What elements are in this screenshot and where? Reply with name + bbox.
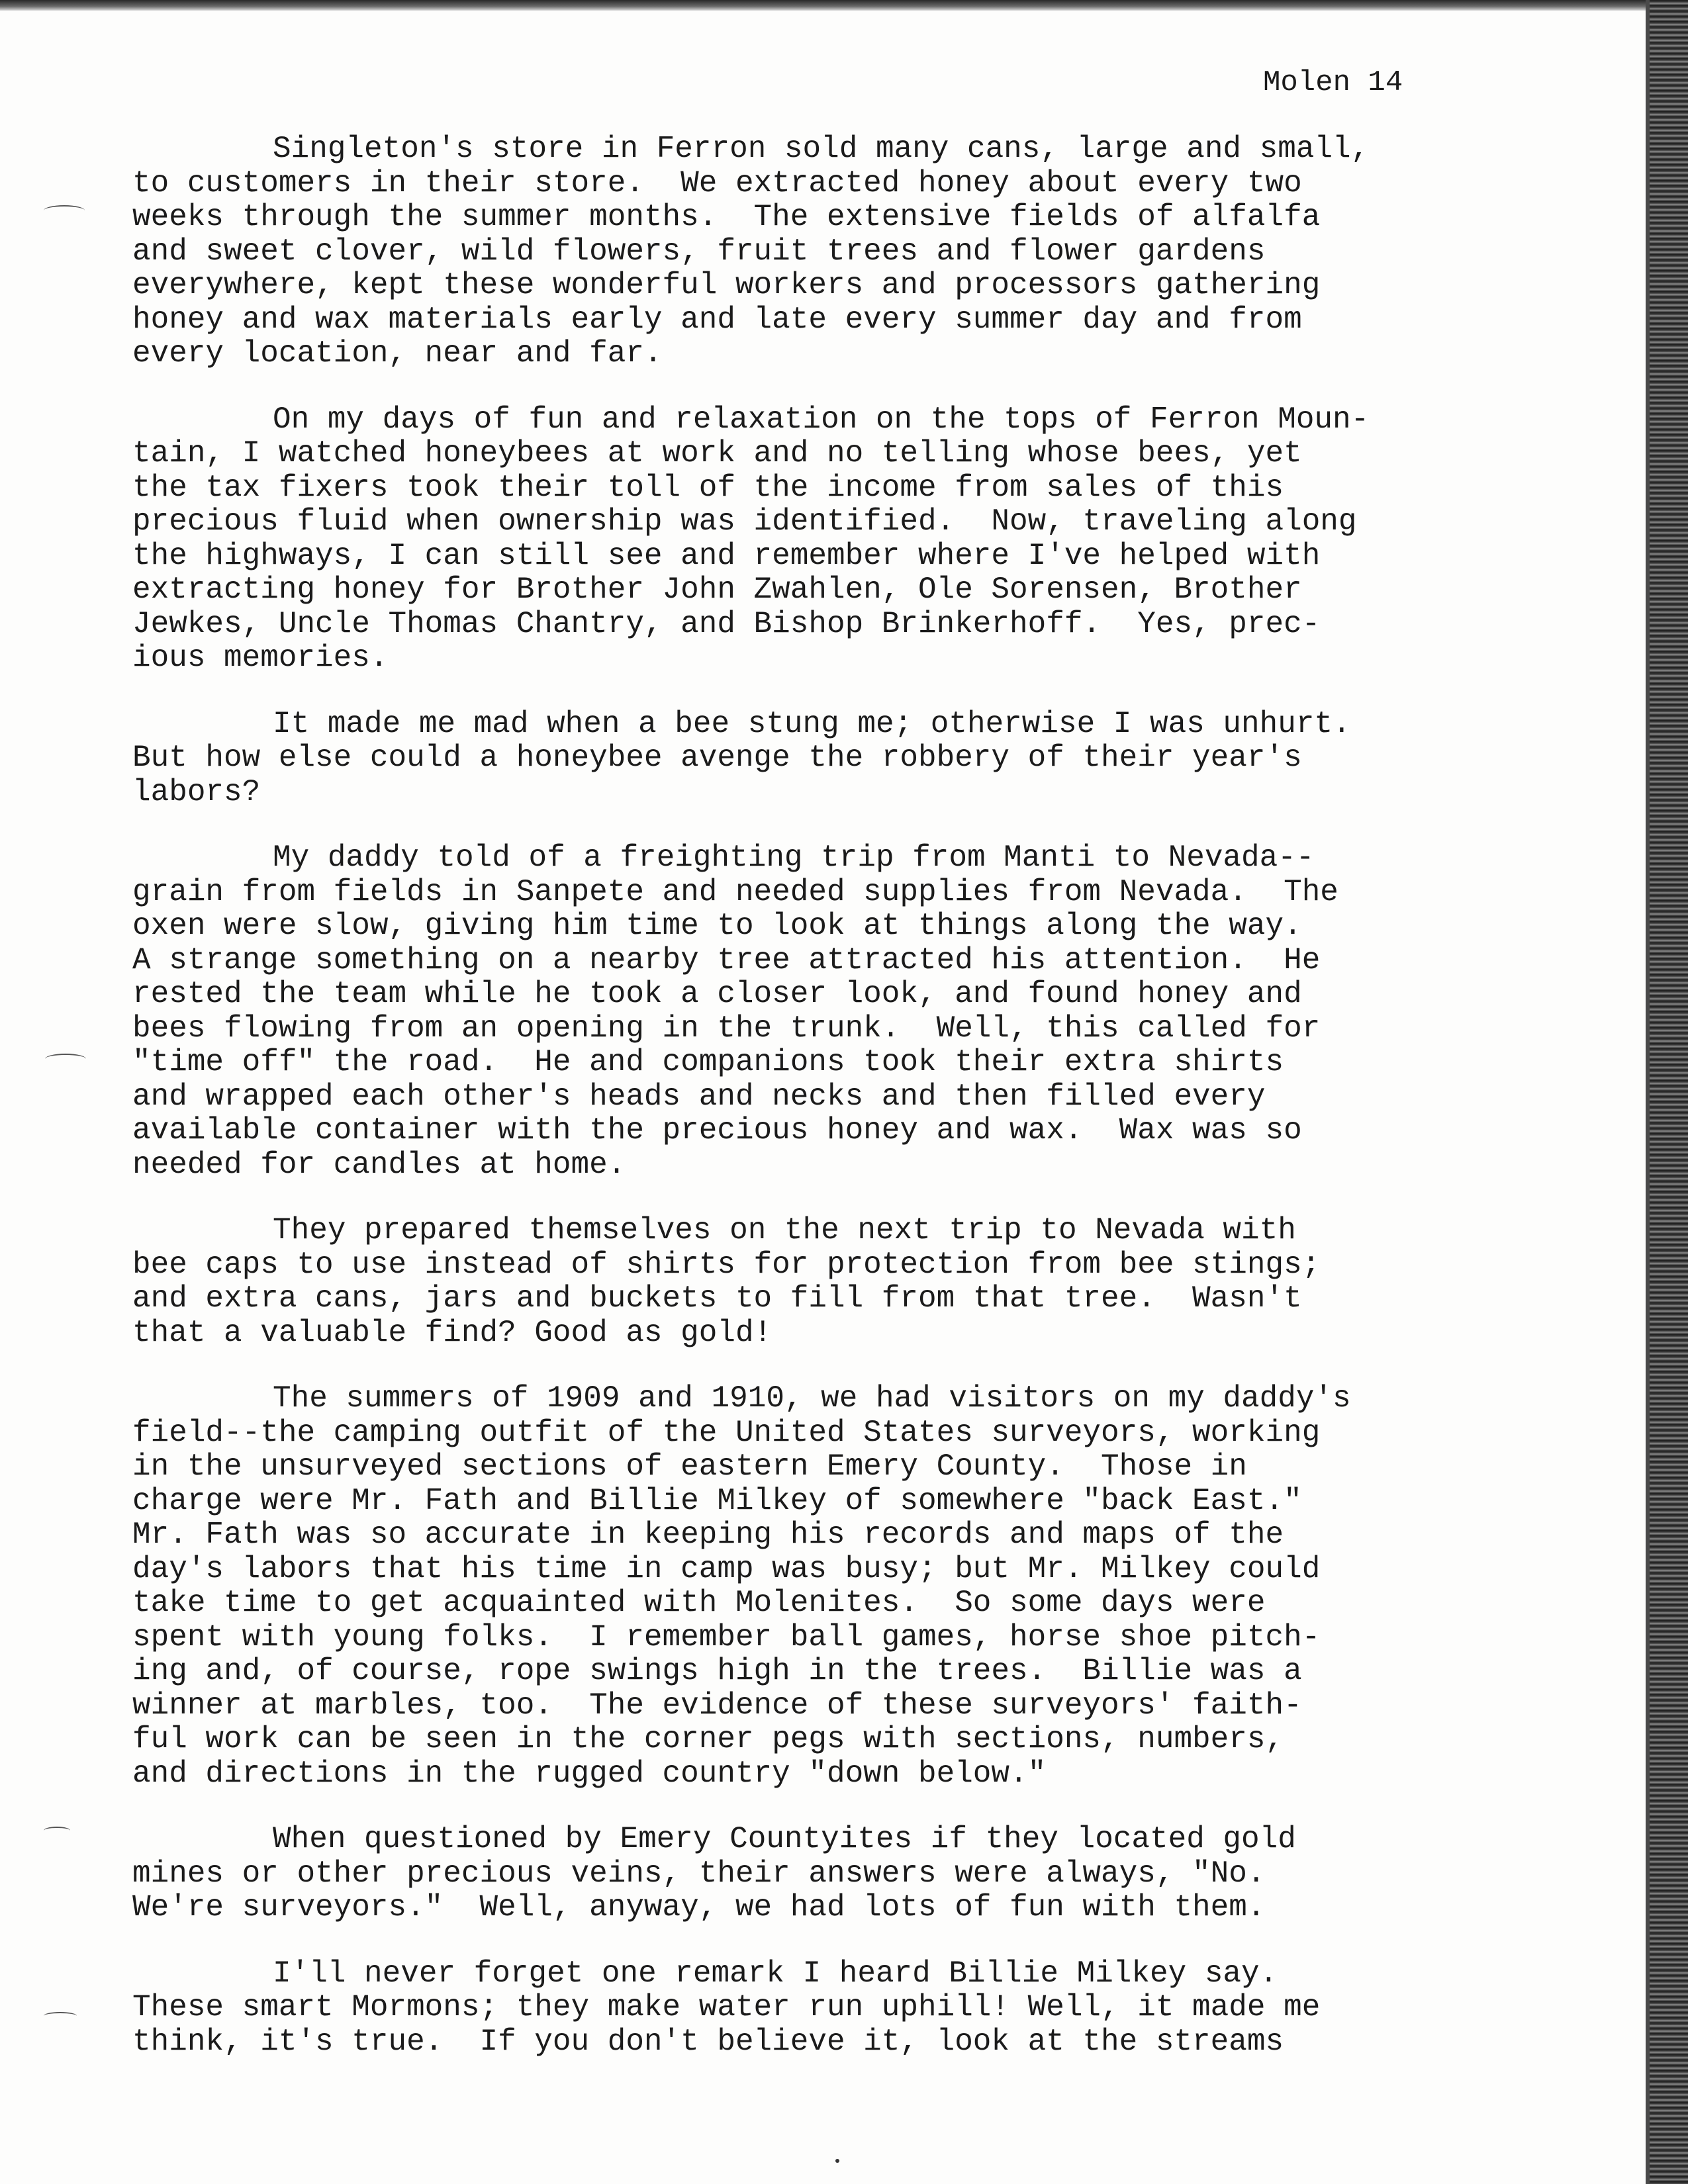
text-line: When questioned by Emery Countyites if they located gold xyxy=(273,1822,1296,1856)
text-line: Mr. Fath was so accurate in keeping his records and maps of the xyxy=(132,1518,1284,1552)
text-line: ful work can be seen in the corner pegs with sections, numbers, xyxy=(132,1722,1284,1756)
text-line: These smart Mormons; they make water run uphill! Well, it made me xyxy=(132,1990,1321,2025)
text-line: "time off" the road. He and companions took their extra shirts xyxy=(132,1045,1284,1079)
text-line: in the unsurveyed sections of eastern Emery County. Those in xyxy=(132,1449,1247,1484)
scan-binding-edge xyxy=(1650,0,1688,2184)
paragraph xyxy=(132,707,1523,810)
text-line: The summers of 1909 and 1910, we had visitors on my daddy's xyxy=(273,1381,1351,1416)
text-line: I'll never forget one remark I heard Billie Milkey say. xyxy=(273,1956,1278,1991)
text-line: to customers in their store. We extracted honey about every two xyxy=(132,165,1302,201)
text-line: precious fluid when ownership was identified. Now, traveling along xyxy=(132,504,1357,539)
margin-mark xyxy=(44,1827,70,1835)
text-line: charge were Mr. Fath and Billie Milkey of somewhere "back East." xyxy=(132,1483,1302,1518)
text-line: take time to get acquainted with Molenites. So some days were xyxy=(132,1586,1266,1620)
text-line: Jewkes, Uncle Thomas Chantry, and Bishop Brinkerhoff. Yes, prec- xyxy=(132,606,1321,641)
text-line: available container with the precious honey and wax. Wax was so xyxy=(132,1113,1302,1148)
margin-mark xyxy=(45,1054,86,1064)
text-line: ing and, of course, rope swings high in the trees. Billie was a xyxy=(132,1654,1302,1688)
text-line: extracting honey for Brother John Zwahlen, Ole Sorensen, Brother xyxy=(132,572,1302,607)
text-line: On my days of fun and relaxation on the tops of Ferron Moun- xyxy=(273,402,1370,437)
text-line: Singleton's store in Ferron sold many cans, large and small, xyxy=(273,132,1370,166)
scan-top-edge xyxy=(0,0,1688,11)
margin-mark xyxy=(44,205,85,216)
text-line: bee caps to use instead of shirts for protection from bee stings; xyxy=(132,1247,1321,1282)
text-line: the highways, I can still see and remember where I've helped with xyxy=(132,538,1321,573)
text-line: It made me mad when a bee stung me; otherwise I was unhurt. xyxy=(273,706,1351,741)
text-line: the tax fixers took their toll of the income from sales of this xyxy=(132,470,1284,505)
paragraph xyxy=(132,1823,1523,1925)
text-line: and sweet clover, wild flowers, fruit trees and flower gardens xyxy=(132,234,1266,269)
text-line: field--the camping outfit of the United States surveyors, working xyxy=(132,1415,1321,1450)
text-line: oxen were slow, giving him time to look at things along the way. xyxy=(132,909,1302,943)
text-line: and wrapped each other's heads and necks and then filled every xyxy=(132,1079,1266,1114)
text-line: and directions in the rugged country "down below." xyxy=(132,1756,1047,1791)
text-line: grain from fields in Sanpete and needed supplies from Nevada. The xyxy=(132,874,1338,909)
text-line: We're surveyors." Well, anyway, we had lots of fun with them. xyxy=(132,1890,1266,1925)
text-line: honey and wax materials early and late every summer day and from xyxy=(132,302,1302,337)
text-line: mines or other precious veins, their answers were always, "No. xyxy=(132,1856,1266,1891)
page-speck xyxy=(835,2159,839,2163)
document-body xyxy=(132,132,1523,2091)
text-line: A strange something on a nearby tree attracted his attention. He xyxy=(132,942,1321,978)
text-line: and extra cans, jars and buckets to fill from that tree. Wasn't xyxy=(132,1281,1302,1316)
page-label: Molen 14 xyxy=(1263,66,1403,99)
text-line: bees flowing from an opening in the trunk. Well, this called for xyxy=(132,1011,1321,1046)
text-line: tain, I watched honeybees at work and no telling whose bees, yet xyxy=(132,436,1302,471)
text-line: day's labors that his time in camp was busy; but Mr. Milkey could xyxy=(132,1551,1321,1586)
text-line: But how else could a honeybee avenge the robbery of their year's xyxy=(132,741,1302,775)
text-line: weeks through the summer months. The extensive fields of alfalfa xyxy=(132,200,1321,234)
paragraph xyxy=(132,841,1523,1182)
paragraph xyxy=(132,403,1523,676)
text-line: ious memories. xyxy=(132,641,389,675)
text-line: They prepared themselves on the next trip to Nevada with xyxy=(273,1213,1296,1248)
text-line: everywhere, kept these wonderful workers and processors gathering xyxy=(132,268,1321,302)
paragraph xyxy=(132,1382,1523,1791)
margin-mark xyxy=(44,2012,77,2020)
text-line: labors? xyxy=(132,774,261,809)
text-line: winner at marbles, too. The evidence of these surveyors' faith- xyxy=(132,1688,1302,1723)
text-line: that a valuable find? Good as gold! xyxy=(132,1315,773,1350)
text-line: needed for candles at home. xyxy=(132,1147,626,1182)
text-line: think, it's true. If you don't believe it, look at the streams xyxy=(132,2024,1284,2059)
text-line: rested the team while he took a closer look, and found honey and xyxy=(132,977,1302,1011)
text-line: spent with young folks. I remember ball games, horse shoe pitch- xyxy=(132,1619,1321,1655)
text-line: My daddy told of a freighting trip from Manti to Nevada-- xyxy=(273,841,1315,875)
text-line: every location, near and far. xyxy=(132,336,663,371)
paragraph xyxy=(132,132,1523,371)
paragraph xyxy=(132,1214,1523,1350)
paragraph xyxy=(132,1957,1523,2060)
